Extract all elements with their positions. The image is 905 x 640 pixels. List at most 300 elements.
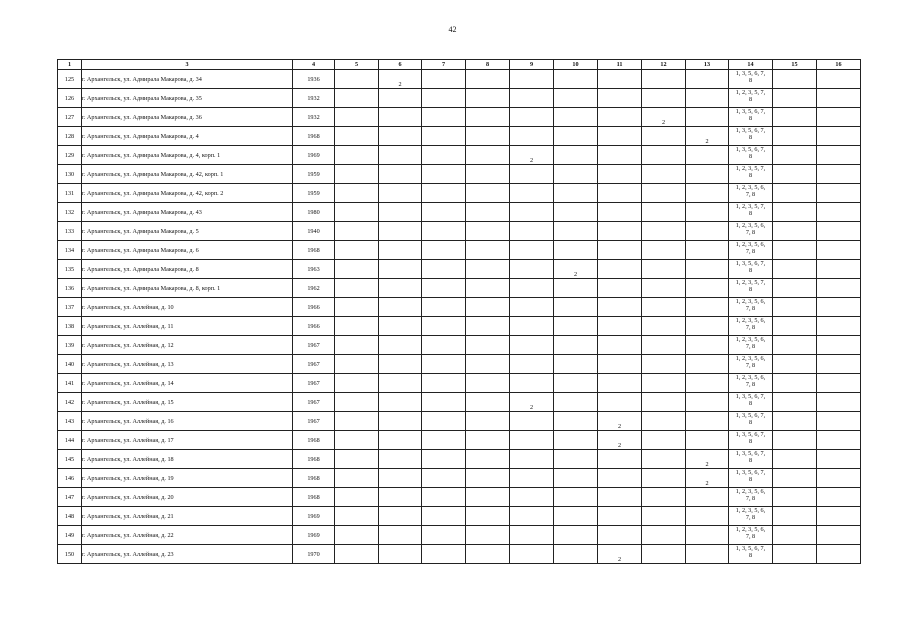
value-cell-col-13 (686, 260, 729, 279)
value-cell-col-11 (598, 127, 642, 146)
col-14-line: 8 (748, 438, 753, 445)
year-cell: 1967 (293, 374, 335, 393)
value-cell-col-16 (817, 507, 861, 526)
value-cell-col-6 (379, 222, 422, 241)
col-14-line: 1, 2, 3, 5, 6, (735, 507, 766, 514)
column-header-14: 14 (729, 60, 773, 70)
year-cell: 1940 (293, 222, 335, 241)
value-cell-col-7 (422, 507, 466, 526)
value-cell-col-16 (817, 431, 861, 450)
col-14-cell (729, 336, 773, 355)
value-cell-col-16 (817, 298, 861, 317)
value-cell-col-12 (642, 431, 686, 450)
value-cell-col-9 (510, 545, 554, 564)
value-cell-col-9 (510, 431, 554, 450)
table-row (58, 203, 861, 222)
value-cell-col-9 (510, 89, 554, 108)
value-cell-col-7 (422, 526, 466, 545)
col-14-line: 8 (748, 134, 753, 141)
value-cell-col-6 (379, 317, 422, 336)
value-cell-col-15 (773, 89, 817, 108)
value-cell-col-16 (817, 108, 861, 127)
value-cell-col-8 (466, 279, 510, 298)
col-14-line: 8 (748, 552, 753, 559)
value-cell-col-9 (510, 165, 554, 184)
col-14-line: 1, 2, 3, 5, 7, (735, 165, 766, 172)
col-14-line: 1, 3, 5, 6, 7, (735, 450, 766, 457)
value-cell-col-15 (773, 431, 817, 450)
value-cell-col-6 (379, 412, 422, 431)
table-row (58, 279, 861, 298)
year-cell: 1968 (293, 469, 335, 488)
value-cell-col-5 (335, 146, 379, 165)
value-cell-col-9 (510, 507, 554, 526)
table-row (58, 146, 861, 165)
value-cell-col-10 (554, 393, 598, 412)
table-row (58, 526, 861, 545)
value-cell-col-11 (598, 108, 642, 127)
value-cell-col-12 (642, 488, 686, 507)
value-cell-col-8 (466, 355, 510, 374)
value-cell-col-12 (642, 146, 686, 165)
value-cell-col-11 (598, 184, 642, 203)
col-14-line: 1, 2, 3, 5, 6, (735, 222, 766, 229)
row-number: 139 (58, 336, 82, 355)
row-number: 138 (58, 317, 82, 336)
value-cell-col-8 (466, 70, 510, 89)
year-cell: 1932 (293, 89, 335, 108)
value-cell-col-6 (379, 203, 422, 222)
value-cell-col-10 (554, 298, 598, 317)
column-header-3: 3 (82, 60, 293, 70)
value-cell-col-8 (466, 374, 510, 393)
year-cell: 1962 (293, 279, 335, 298)
col-14-line: 7, 8 (745, 248, 756, 255)
table-row (58, 298, 861, 317)
address-cell: г. Архангельск, ул. Адмирала Макарова, д. 36 (82, 108, 293, 127)
value-cell-col-16 (817, 279, 861, 298)
value-cell-col-13: 2 (686, 469, 729, 488)
table-row (58, 317, 861, 336)
year-cell: 1967 (293, 355, 335, 374)
year-cell: 1970 (293, 545, 335, 564)
value-cell-col-10 (554, 184, 598, 203)
value-cell-col-13 (686, 488, 729, 507)
value-cell-col-13 (686, 431, 729, 450)
col-14-cell (729, 279, 773, 298)
value-cell-col-15 (773, 317, 817, 336)
value-cell-col-10 (554, 70, 598, 89)
value-cell-col-11 (598, 336, 642, 355)
value-cell-col-15 (773, 184, 817, 203)
value-cell-col-9 (510, 241, 554, 260)
value-cell-col-16 (817, 336, 861, 355)
value-cell-col-7 (422, 260, 466, 279)
address-cell: г. Архангельск, ул. Адмирала Макарова, д. 34 (82, 70, 293, 89)
value-cell-col-8 (466, 203, 510, 222)
value-cell-col-9 (510, 412, 554, 431)
value-cell-col-15 (773, 374, 817, 393)
year-cell: 1969 (293, 507, 335, 526)
address-cell: г. Архангельск, ул. Аллейная, д. 12 (82, 336, 293, 355)
value-cell-col-15 (773, 412, 817, 431)
col-14-line: 7, 8 (745, 362, 756, 369)
value-cell-col-10: 2 (554, 260, 598, 279)
value-cell-col-16 (817, 127, 861, 146)
value-cell-col-16 (817, 203, 861, 222)
value-cell-col-12 (642, 127, 686, 146)
value-cell-col-13 (686, 355, 729, 374)
col-14-cell (729, 317, 773, 336)
value-cell-col-13 (686, 374, 729, 393)
value-cell-col-13 (686, 89, 729, 108)
value-cell-col-7 (422, 488, 466, 507)
col-14-cell (729, 374, 773, 393)
value-cell-col-6 (379, 184, 422, 203)
col-14-line: 7, 8 (745, 514, 756, 521)
col-14-line: 1, 3, 5, 6, 7, (735, 431, 766, 438)
column-header-10: 10 (554, 60, 598, 70)
value-cell-col-8 (466, 526, 510, 545)
value-cell-col-16 (817, 70, 861, 89)
value-cell-col-6 (379, 298, 422, 317)
value-cell-col-15 (773, 108, 817, 127)
value-cell-col-15 (773, 298, 817, 317)
table-row (58, 393, 861, 412)
value-cell-col-10 (554, 431, 598, 450)
row-number: 135 (58, 260, 82, 279)
row-number: 125 (58, 70, 82, 89)
value-cell-col-10 (554, 222, 598, 241)
value-cell-col-5 (335, 488, 379, 507)
value-cell-col-10 (554, 469, 598, 488)
value-cell-col-12 (642, 279, 686, 298)
value-cell-col-9 (510, 488, 554, 507)
col-14-line: 7, 8 (745, 495, 756, 502)
row-number: 144 (58, 431, 82, 450)
value-cell-col-8 (466, 165, 510, 184)
value-cell-col-5 (335, 260, 379, 279)
value-cell-col-11: 2 (598, 412, 642, 431)
value-cell-col-8 (466, 184, 510, 203)
value-cell-col-9 (510, 184, 554, 203)
column-header-15: 15 (773, 60, 817, 70)
value-cell-col-11 (598, 146, 642, 165)
value-cell-col-7 (422, 469, 466, 488)
col-14-line: 8 (748, 115, 753, 122)
address-cell: г. Архангельск, ул. Аллейная, д. 18 (82, 450, 293, 469)
row-number: 143 (58, 412, 82, 431)
value-cell-col-8 (466, 317, 510, 336)
page-number: 42 (448, 25, 457, 34)
value-cell-col-11 (598, 317, 642, 336)
value-cell-col-15 (773, 279, 817, 298)
value-cell-col-11 (598, 393, 642, 412)
value-cell-col-8 (466, 260, 510, 279)
column-header-9: 9 (510, 60, 554, 70)
table-row (58, 355, 861, 374)
value-cell-col-16 (817, 184, 861, 203)
address-cell: г. Архангельск, ул. Аллейная, д. 22 (82, 526, 293, 545)
value-cell-col-12 (642, 260, 686, 279)
value-cell-col-7 (422, 336, 466, 355)
col-14-line: 1, 3, 5, 6, 7, (735, 260, 766, 267)
value-cell-col-9 (510, 374, 554, 393)
value-cell-col-7 (422, 222, 466, 241)
row-number: 149 (58, 526, 82, 545)
year-cell: 1968 (293, 127, 335, 146)
value-cell-col-13 (686, 298, 729, 317)
col-14-line: 8 (748, 153, 753, 160)
year-cell: 1968 (293, 241, 335, 260)
value-cell-col-9 (510, 127, 554, 146)
value-cell-col-16 (817, 526, 861, 545)
row-number: 127 (58, 108, 82, 127)
col-14-cell (729, 412, 773, 431)
value-cell-col-5 (335, 469, 379, 488)
col-14-cell (729, 488, 773, 507)
value-cell-col-9 (510, 298, 554, 317)
value-cell-col-11: 2 (598, 431, 642, 450)
row-number: 132 (58, 203, 82, 222)
value-cell-col-10 (554, 488, 598, 507)
col-14-line: 1, 2, 3, 5, 6, (735, 336, 766, 343)
value-cell-col-13 (686, 336, 729, 355)
value-cell-col-7 (422, 279, 466, 298)
value-cell-col-7 (422, 127, 466, 146)
value-cell-col-9 (510, 70, 554, 89)
value-cell-col-10 (554, 355, 598, 374)
table-row (58, 108, 861, 127)
table-row (58, 469, 861, 488)
address-cell: г. Архангельск, ул. Адмирала Макарова, д. 5 (82, 222, 293, 241)
address-cell: г. Архангельск, ул. Адмирала Макарова, д. 42, корп. 2 (82, 184, 293, 203)
address-cell: г. Архангельск, ул. Аллейная, д. 19 (82, 469, 293, 488)
address-cell: г. Архангельск, ул. Аллейная, д. 20 (82, 488, 293, 507)
value-cell-col-12 (642, 355, 686, 374)
row-number: 137 (58, 298, 82, 317)
col-14-cell (729, 526, 773, 545)
value-cell-col-7 (422, 203, 466, 222)
table-row (58, 222, 861, 241)
year-cell: 1968 (293, 488, 335, 507)
value-cell-col-9: 2 (510, 393, 554, 412)
value-cell-col-15 (773, 355, 817, 374)
value-cell-col-7 (422, 298, 466, 317)
value-cell-col-9 (510, 317, 554, 336)
value-cell-col-9 (510, 355, 554, 374)
value-cell-col-10 (554, 203, 598, 222)
row-number: 148 (58, 507, 82, 526)
value-cell-col-6 (379, 108, 422, 127)
value-cell-col-7 (422, 412, 466, 431)
value-cell-col-7 (422, 431, 466, 450)
value-cell-col-13 (686, 108, 729, 127)
value-cell-col-8 (466, 241, 510, 260)
col-14-line: 8 (748, 210, 753, 217)
value-cell-col-13: 2 (686, 127, 729, 146)
col-14-cell (729, 545, 773, 564)
value-cell-col-15 (773, 70, 817, 89)
value-cell-col-7 (422, 165, 466, 184)
value-cell-col-5 (335, 279, 379, 298)
col-14-cell (729, 165, 773, 184)
table-row (58, 488, 861, 507)
value-cell-col-11 (598, 355, 642, 374)
address-cell: г. Архангельск, ул. Адмирала Макарова, д. 8, корп. 1 (82, 279, 293, 298)
value-cell-col-16 (817, 222, 861, 241)
value-cell-col-10 (554, 165, 598, 184)
value-cell-col-7 (422, 393, 466, 412)
value-cell-col-6 (379, 260, 422, 279)
year-cell: 1969 (293, 526, 335, 545)
value-cell-col-13 (686, 545, 729, 564)
address-cell: г. Архангельск, ул. Адмирала Макарова, д. 8 (82, 260, 293, 279)
value-cell-col-13 (686, 279, 729, 298)
value-cell-col-13 (686, 203, 729, 222)
value-cell-col-8 (466, 488, 510, 507)
value-cell-col-7 (422, 355, 466, 374)
col-14-line: 1, 3, 5, 6, 7, (735, 108, 766, 115)
col-14-line: 7, 8 (745, 533, 756, 540)
value-cell-col-9 (510, 260, 554, 279)
col-14-line: 8 (748, 419, 753, 426)
value-cell-col-7 (422, 241, 466, 260)
value-cell-col-5 (335, 431, 379, 450)
value-cell-col-5 (335, 89, 379, 108)
value-cell-col-13 (686, 526, 729, 545)
table-row (58, 545, 861, 564)
col-14-line: 1, 3, 5, 6, 7, (735, 393, 766, 400)
col-14-line: 1, 2, 3, 5, 6, (735, 298, 766, 305)
col-14-line: 1, 2, 3, 5, 6, (735, 374, 766, 381)
value-cell-col-7 (422, 108, 466, 127)
value-cell-col-16 (817, 355, 861, 374)
header-row (58, 60, 861, 70)
column-header-12: 12 (642, 60, 686, 70)
col-14-line: 1, 3, 5, 6, 7, (735, 545, 766, 552)
value-cell-col-6 (379, 431, 422, 450)
value-cell-col-5 (335, 298, 379, 317)
value-cell-col-15 (773, 545, 817, 564)
value-cell-col-12 (642, 317, 686, 336)
value-cell-col-5 (335, 127, 379, 146)
row-number: 128 (58, 127, 82, 146)
row-number: 130 (58, 165, 82, 184)
value-cell-col-10 (554, 108, 598, 127)
value-cell-col-16 (817, 241, 861, 260)
col-14-line: 8 (748, 457, 753, 464)
table-row (58, 165, 861, 184)
column-header-6: 6 (379, 60, 422, 70)
row-number: 146 (58, 469, 82, 488)
value-cell-col-16 (817, 488, 861, 507)
col-14-cell (729, 260, 773, 279)
table-row (58, 336, 861, 355)
value-cell-col-7 (422, 184, 466, 203)
address-cell: г. Архангельск, ул. Адмирала Макарова, д. 35 (82, 89, 293, 108)
table-row (58, 89, 861, 108)
value-cell-col-5 (335, 526, 379, 545)
col-14-line: 8 (748, 286, 753, 293)
value-cell-col-15 (773, 507, 817, 526)
year-cell: 1959 (293, 184, 335, 203)
value-cell-col-6 (379, 393, 422, 412)
year-cell: 1967 (293, 393, 335, 412)
column-header-16: 16 (817, 60, 861, 70)
value-cell-col-8 (466, 431, 510, 450)
value-cell-col-12 (642, 393, 686, 412)
value-cell-col-5 (335, 393, 379, 412)
col-14-line: 1, 2, 3, 5, 7, (735, 89, 766, 96)
col-14-cell (729, 70, 773, 89)
value-cell-col-16 (817, 412, 861, 431)
value-cell-col-9 (510, 222, 554, 241)
value-cell-col-9 (510, 203, 554, 222)
value-cell-col-15 (773, 260, 817, 279)
value-cell-col-7 (422, 545, 466, 564)
value-cell-col-9 (510, 526, 554, 545)
value-cell-col-11 (598, 241, 642, 260)
row-number: 129 (58, 146, 82, 165)
col-14-line: 1, 3, 5, 6, 7, (735, 469, 766, 476)
value-cell-col-15 (773, 165, 817, 184)
value-cell-col-8 (466, 545, 510, 564)
value-cell-col-11 (598, 526, 642, 545)
value-cell-col-15 (773, 146, 817, 165)
column-header-5: 5 (335, 60, 379, 70)
col-14-cell (729, 222, 773, 241)
address-cell: г. Архангельск, ул. Аллейная, д. 23 (82, 545, 293, 564)
year-cell: 1980 (293, 203, 335, 222)
year-cell: 1963 (293, 260, 335, 279)
col-14-cell (729, 241, 773, 260)
row-number: 145 (58, 450, 82, 469)
value-cell-col-9 (510, 450, 554, 469)
value-cell-col-15 (773, 222, 817, 241)
value-cell-col-8 (466, 450, 510, 469)
value-cell-col-12 (642, 374, 686, 393)
value-cell-col-6 (379, 374, 422, 393)
value-cell-col-9 (510, 279, 554, 298)
value-cell-col-9 (510, 108, 554, 127)
value-cell-col-11 (598, 469, 642, 488)
col-14-cell (729, 108, 773, 127)
col-14-line: 8 (748, 400, 753, 407)
address-cell: г. Архангельск, ул. Адмирала Макарова, д. 6 (82, 241, 293, 260)
value-cell-col-6: 2 (379, 70, 422, 89)
col-14-line: 1, 3, 5, 6, 7, (735, 412, 766, 419)
col-14-line: 1, 2, 3, 5, 6, (735, 317, 766, 324)
value-cell-col-11 (598, 488, 642, 507)
col-14-cell (729, 89, 773, 108)
value-cell-col-16 (817, 374, 861, 393)
column-header-13: 13 (686, 60, 729, 70)
value-cell-col-8 (466, 393, 510, 412)
year-cell: 1966 (293, 298, 335, 317)
value-cell-col-5 (335, 450, 379, 469)
row-number: 126 (58, 89, 82, 108)
col-14-line: 1, 3, 5, 6, 7, (735, 146, 766, 153)
col-14-line: 7, 8 (745, 381, 756, 388)
value-cell-col-5 (335, 374, 379, 393)
year-cell: 1968 (293, 431, 335, 450)
value-cell-col-10 (554, 374, 598, 393)
table-row (58, 507, 861, 526)
value-cell-col-11 (598, 374, 642, 393)
value-cell-col-5 (335, 241, 379, 260)
value-cell-col-12 (642, 241, 686, 260)
